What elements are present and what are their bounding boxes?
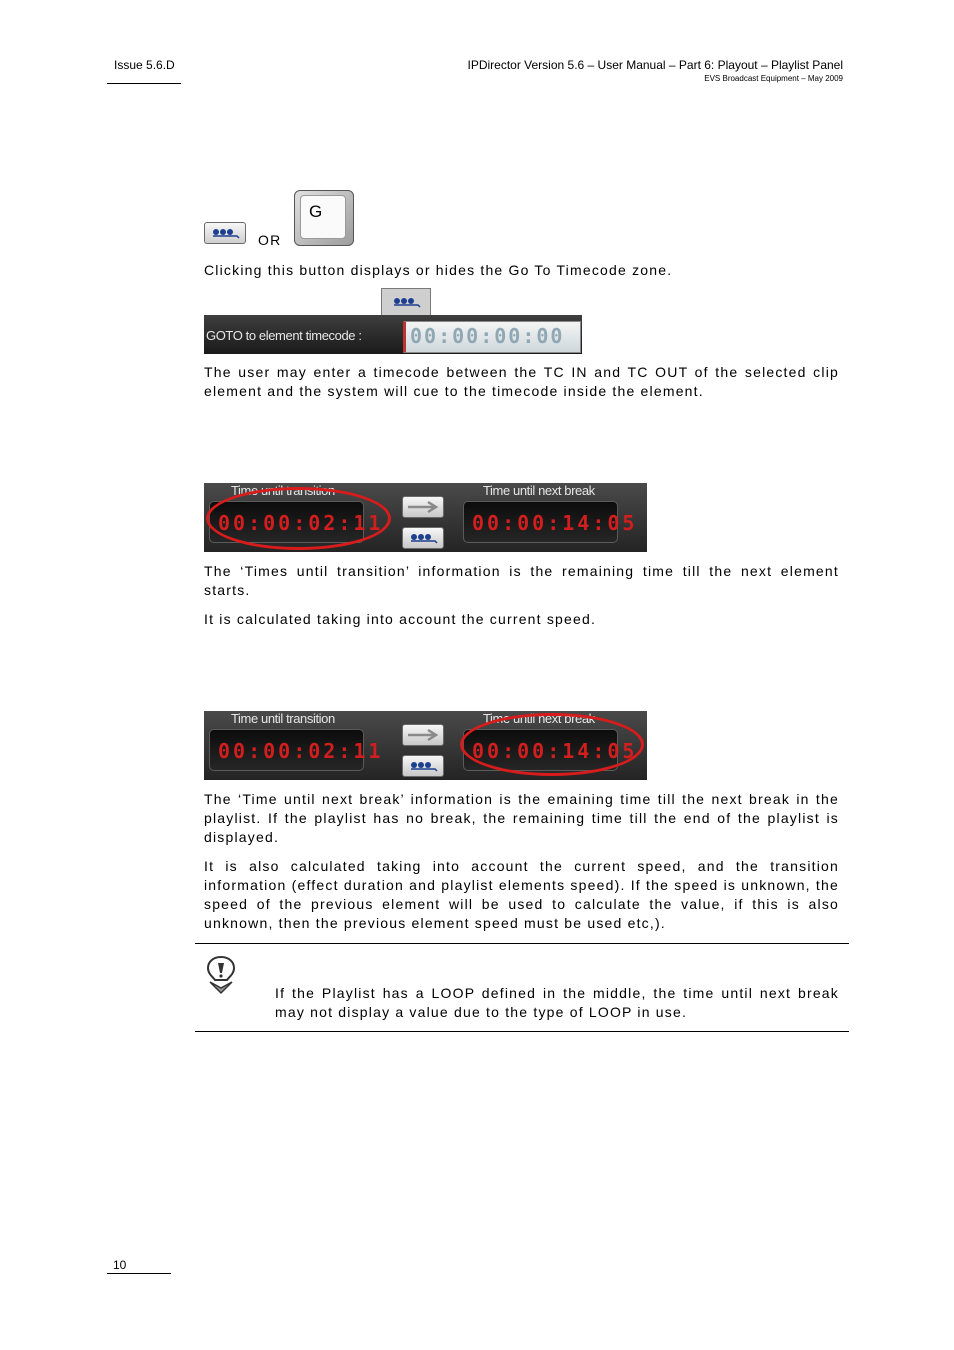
header-subtitle: EVS Broadcast Equipment – May 2009 — [704, 74, 843, 83]
header-title: IPDirector Version 5.6 – User Manual – Part 6: Playout – Playlist Panel — [467, 58, 843, 72]
goto-zone-label: GOTO to element timecode : — [206, 328, 362, 343]
note-top-rule — [195, 943, 849, 944]
arrow-button[interactable] — [402, 724, 444, 746]
next-break-paragraph-1: The ‘Time until next break’ information is the emaining time till the next break in the playlist. If the playlist has no break, the remaining time till the end of the playlist is displayed. — [204, 791, 839, 845]
page-number: 10 — [113, 1258, 127, 1272]
timecode-next-break: 00:00:14:05 — [463, 501, 618, 543]
transition-paragraph-1: The ‘Times until transition’ information is the remaining time till the next element starts. — [204, 563, 839, 598]
note-icon — [205, 955, 237, 1000]
timecode-next-break: 00:00:14:05 — [463, 729, 618, 771]
or-label: OR — [258, 232, 282, 248]
keyboard-key-g — [294, 190, 354, 246]
goto-toggle-button[interactable] — [402, 755, 444, 777]
timecode-transition: 00:00:02:11 — [209, 501, 364, 543]
dots-icon — [408, 532, 438, 544]
footer-rule — [107, 1273, 171, 1274]
goto-description: The user may enter a timecode between the TC IN and TC OUT of the selected clip element and the system will cue to the timecode inside the element. — [204, 364, 839, 399]
label-time-until-transition: Time until transition — [231, 711, 335, 726]
goto-paragraph: Clicking this button displays or hides the Go To Timecode zone. — [204, 262, 673, 278]
timecode-transition: 00:00:02:11 — [209, 729, 364, 771]
highlight-ellipse — [460, 713, 644, 776]
arrow-right-icon — [406, 728, 440, 742]
key-label: G — [300, 195, 346, 239]
dots-icon — [210, 227, 240, 239]
arrow-right-icon — [406, 500, 440, 514]
dots-icon — [391, 296, 421, 308]
note-text: If the Playlist has a LOOP defined in the middle, the time until next break may not display a value due to the type of LOOP in use. — [275, 985, 839, 1020]
goto-zone-tab-button[interactable] — [381, 288, 431, 315]
goto-toggle-button[interactable] — [402, 527, 444, 549]
next-break-paragraph-2: It is also calculated taking into account the current speed, and the transition information (effect duration and playlist elements speed). If the speed is unknown, the speed of the previous element will be used to calculate the value, if this is also unknown, then the previous element speed must be used etc,). — [204, 858, 839, 931]
goto-toggle-button[interactable] — [204, 222, 246, 244]
label-time-until-next-break: Time until next break — [483, 483, 595, 498]
dots-icon — [408, 760, 438, 772]
header-rule — [107, 83, 181, 84]
highlight-ellipse — [206, 487, 391, 550]
transition-paragraph-2: It is calculated taking into account the current speed. — [204, 611, 597, 627]
goto-timecode-input[interactable]: 00:00:00:00 — [403, 321, 581, 353]
arrow-button[interactable] — [402, 496, 444, 518]
header-issue: Issue 5.6.D — [114, 58, 175, 72]
label-time-until-next-break: Time until next break — [483, 711, 595, 726]
label-time-until-transition: Time until transition — [231, 483, 335, 498]
note-bottom-rule — [195, 1031, 849, 1032]
